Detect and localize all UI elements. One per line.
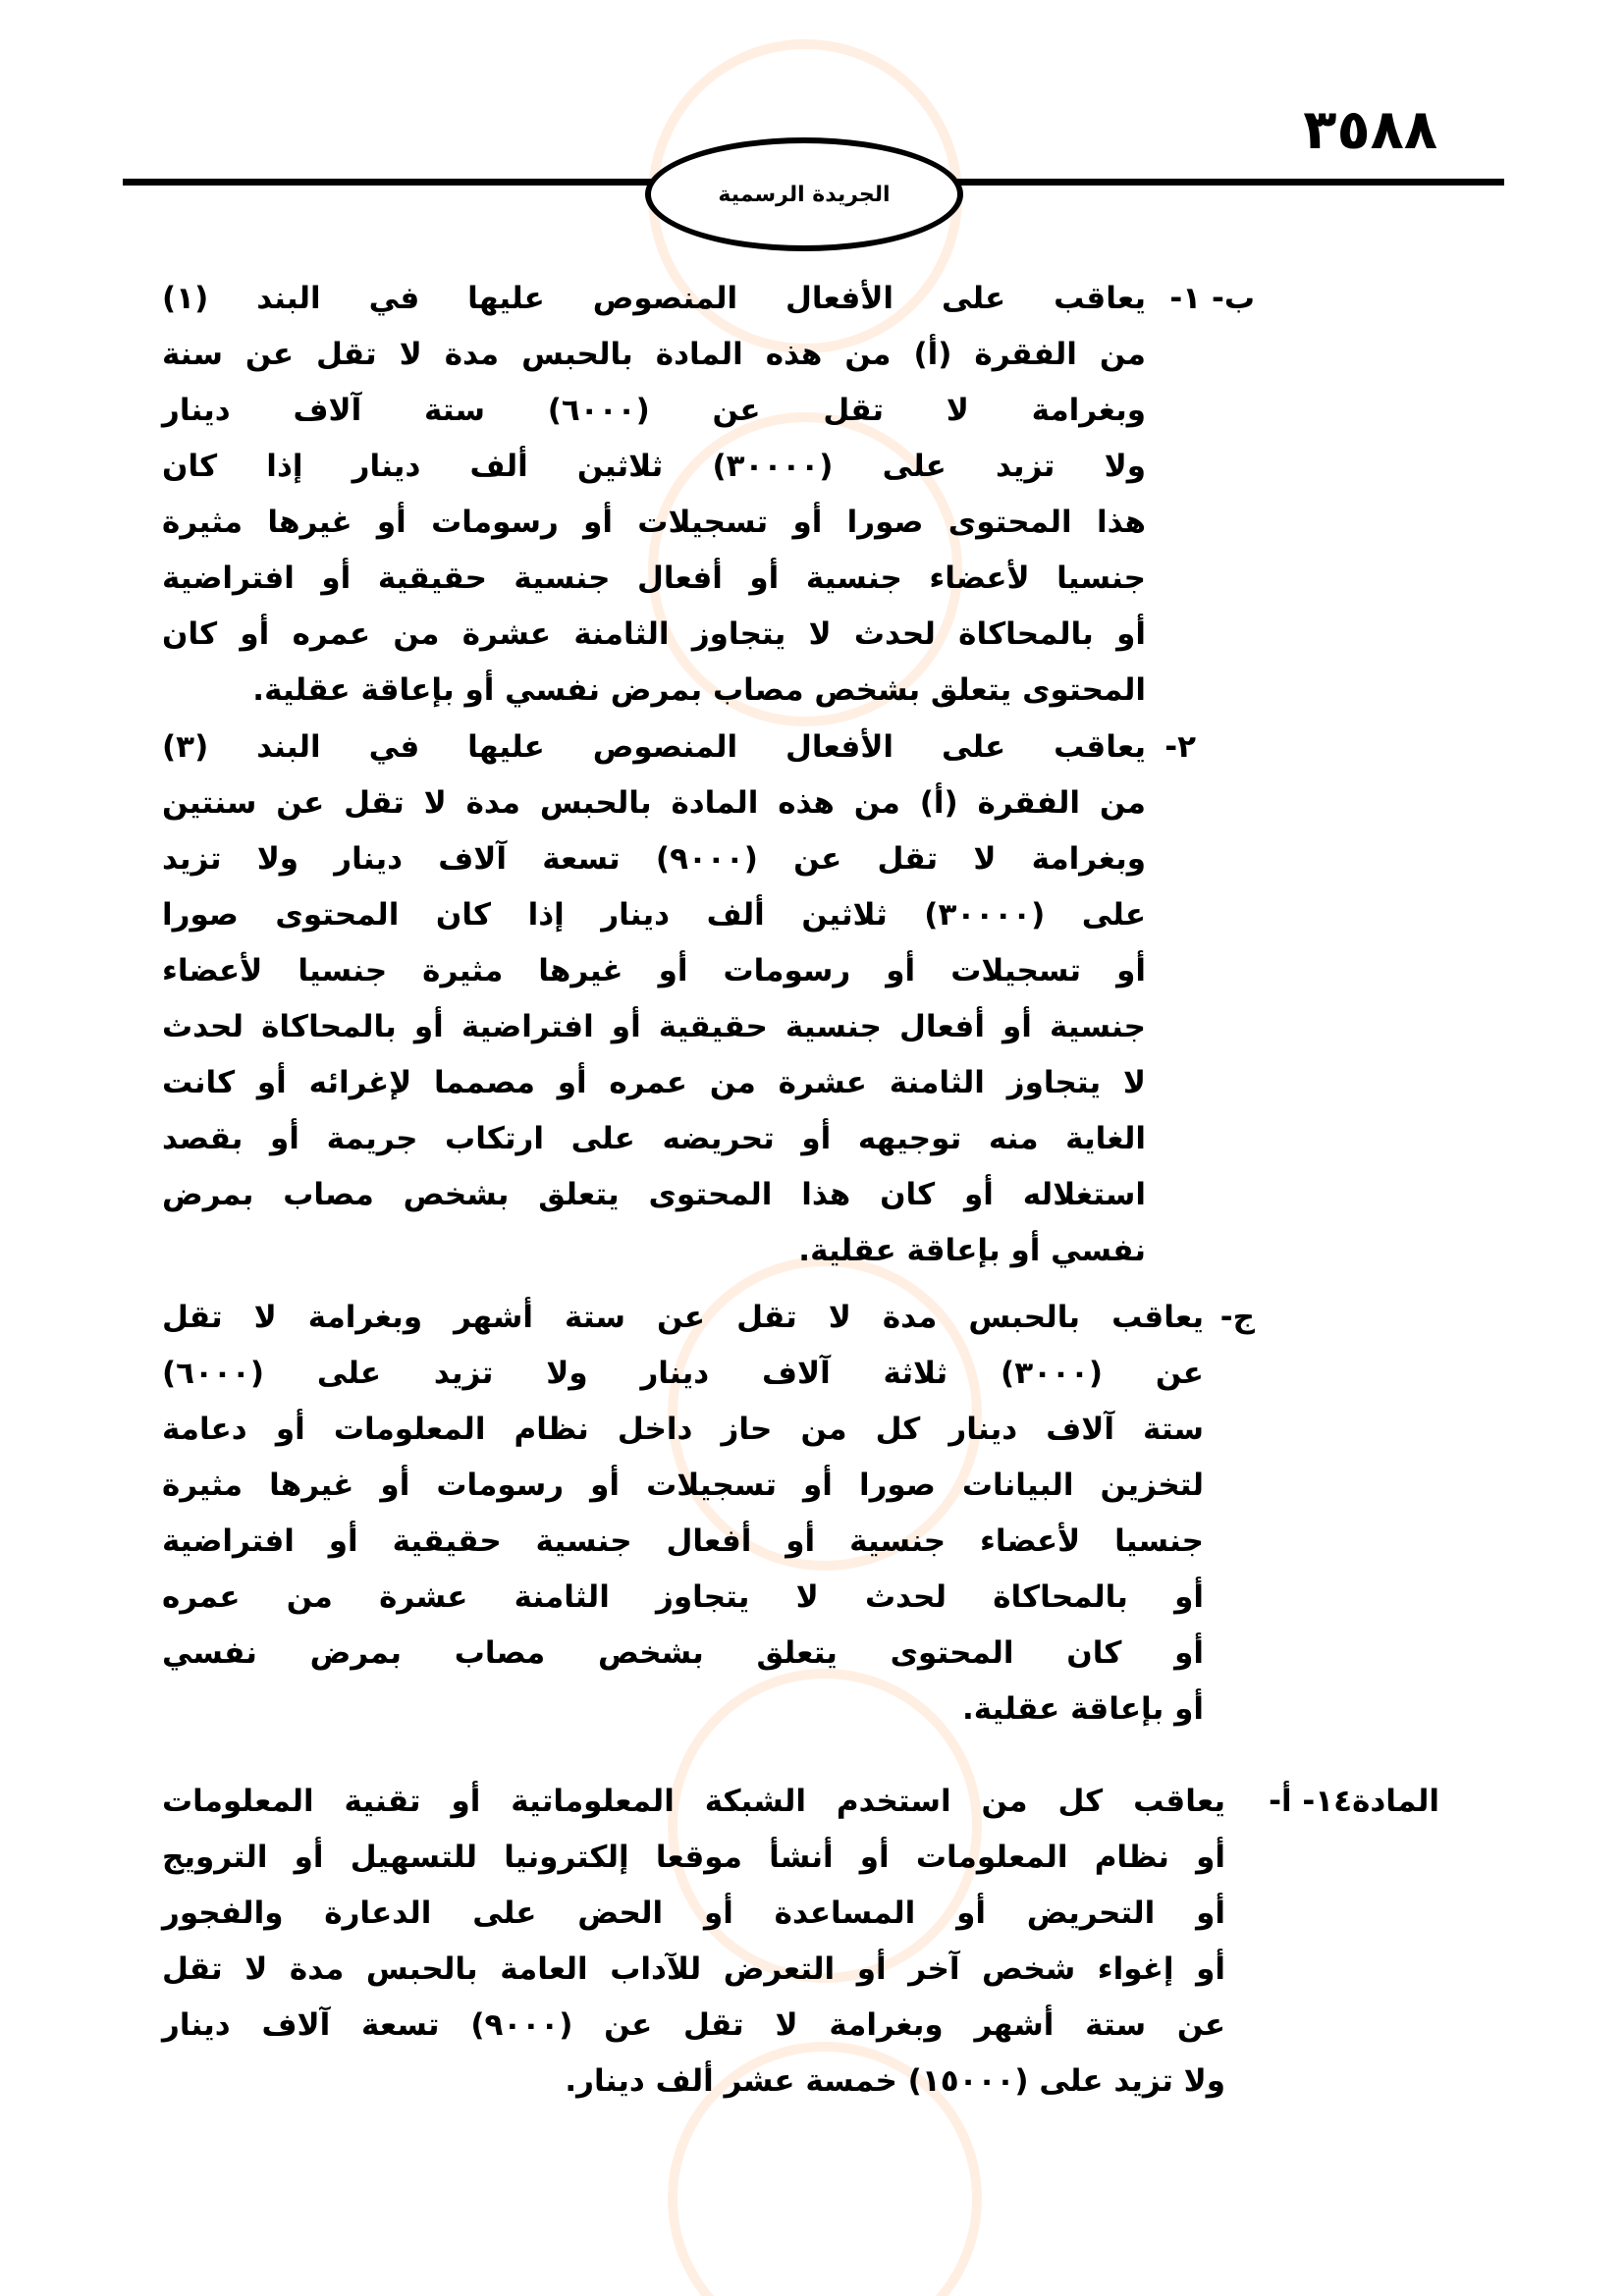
section-label: ج- — [1219, 1300, 1255, 1335]
text-line: جنسيا لأعضاء جنسية أو أفعال جنسية حقيقية أو افتراضية — [162, 561, 1146, 596]
text-line: أو إغواء شخص آخر أو التعرض للآداب العامة بالحبس مدة لا تقل — [162, 1951, 1225, 1987]
text-line: أو كان المحتوى يتعلق بشخص مصاب بمرض نفسي — [162, 1635, 1204, 1671]
text-line: عن ستة أشهر وبغرامة لا تقل عن (٩٠٠٠) تسعة آلاف دينار — [162, 2007, 1225, 2043]
text-line: ولا تزيد على (٣٠٠٠٠) ثلاثين ألف دينار إذا كان — [162, 449, 1146, 484]
text-line: على (٣٠٠٠٠) ثلاثين ألف دينار إذا كان المحتوى صورا — [162, 897, 1146, 933]
text-line: من الفقرة (أ) من هذه المادة بالحبس مدة لا تقل عن سنتين — [162, 785, 1146, 821]
section-label: المادة١٤- أ- — [1269, 1784, 1439, 1819]
text-line: أو بالمحاكاة لحدث لا يتجاوز الثامنة عشرة من عمره أو كان — [162, 616, 1146, 652]
text-line: يعاقب بالحبس مدة لا تقل عن ستة أشهر وبغرامة لا تقل — [162, 1300, 1204, 1335]
text-line: نفسي أو بإعاقة عقلية. — [798, 1233, 1146, 1268]
text-line: أو نظام المعلومات أو أنشأ موقعا إلكترونيا للتسهيل أو الترويج — [162, 1840, 1225, 1875]
text-line: يعاقب على الأفعال المنصوص عليها في البند (٣) — [162, 729, 1146, 765]
text-line: يعاقب على الأفعال المنصوص عليها في البند (١) — [162, 281, 1146, 316]
text-line: استغلاله أو كان هذا المحتوى يتعلق بشخص مصاب بمرض — [162, 1177, 1146, 1212]
text-line: الغاية منه توجيهه أو تحريضه على ارتكاب جريمة أو بقصد — [162, 1121, 1146, 1156]
text-line: المحتوى يتعلق بشخص مصاب بمرض نفسي أو بإعاقة عقلية. — [252, 672, 1146, 708]
text-line: ولا تزيد على (١٥٠٠٠) خمسة عشر ألف دينار. — [565, 2063, 1225, 2099]
section-label: ب- ١- — [1169, 281, 1255, 316]
text-line: أو تسجيلات أو رسومات أو غيرها مثيرة جنسيا لأعضاء — [162, 953, 1146, 988]
page-number: ٣٥٨٨ — [1303, 98, 1437, 162]
text-line: عن (٣٠٠٠) ثلاثة آلاف دينار ولا تزيد على (٦٠٠٠) — [162, 1356, 1204, 1391]
text-line: أو بالمحاكاة لحدث لا يتجاوز الثامنة عشرة من عمره — [162, 1579, 1204, 1615]
text-line: هذا المحتوى صورا أو تسجيلات أو رسومات أو غيرها مثيرة — [162, 505, 1146, 540]
text-line: وبغرامة لا تقل عن (٩٠٠٠) تسعة آلاف دينار ولا تزيد — [162, 841, 1146, 877]
text-line: ستة آلاف دينار كل من حاز داخل نظام المعلومات أو دعامة — [162, 1412, 1204, 1447]
text-line: أو بإعاقة عقلية. — [961, 1691, 1204, 1727]
gazette-title: الجريدة الرسمية — [718, 182, 891, 207]
text-line: من الفقرة (أ) من هذه المادة بالحبس مدة لا تقل عن سنة — [162, 337, 1146, 372]
text-line: يعاقب كل من استخدم الشبكة المعلوماتية أو تقنية المعلومات — [162, 1784, 1225, 1819]
gazette-title-badge — [645, 137, 963, 251]
text-line: جنسيا لأعضاء جنسية أو أفعال جنسية حقيقية أو افتراضية — [162, 1523, 1204, 1559]
section-label: ٢- — [1164, 729, 1196, 765]
text-line: لتخزين البيانات صورا أو تسجيلات أو رسومات أو غيرها مثيرة — [162, 1468, 1204, 1503]
text-line: أو التحريض أو المساعدة أو الحض على الدعارة والفجور — [162, 1896, 1225, 1931]
text-line: جنسية أو أفعال جنسية حقيقية أو افتراضية أو بالمحاكاة لحدث — [162, 1009, 1146, 1044]
text-line: وبغرامة لا تقل عن (٦٠٠٠) ستة آلاف دينار — [162, 393, 1146, 428]
text-line: لا يتجاوز الثامنة عشرة من عمره أو مصمما لإغرائه أو كانت — [162, 1065, 1146, 1100]
